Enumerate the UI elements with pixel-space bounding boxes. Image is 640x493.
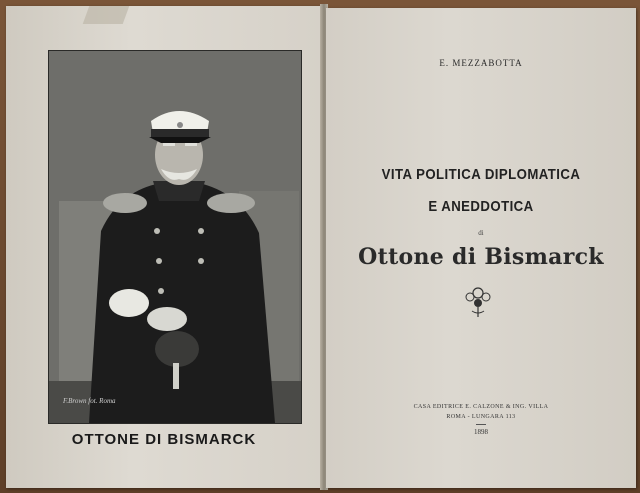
photo-credit: F.Brown fot. Roma bbox=[63, 397, 116, 405]
ornament-icon bbox=[462, 283, 494, 319]
subject-name: Ottone di Bismarck bbox=[358, 244, 604, 270]
publication-year: 1898 bbox=[474, 428, 488, 436]
right-page bbox=[326, 8, 636, 488]
title-connector: di bbox=[478, 229, 484, 237]
book-title-line1: VITA POLITICA DIPLOMATICA bbox=[381, 166, 581, 183]
divider bbox=[476, 424, 486, 425]
portrait-illustration bbox=[49, 51, 301, 423]
bismarck-portrait-photo bbox=[48, 50, 302, 424]
left-page bbox=[6, 6, 322, 488]
publisher: CASA EDITRICE E. CALZONE & ING. VILLA bbox=[413, 404, 549, 410]
portrait-caption: OTTONE DI BISMARCK bbox=[71, 431, 257, 448]
author-name: E. MEZZABOTTA bbox=[439, 58, 523, 68]
book-title-line2: E ANEDDOTICA bbox=[428, 198, 534, 215]
publisher-address: ROMA - LUNGARA 113 bbox=[446, 414, 516, 420]
